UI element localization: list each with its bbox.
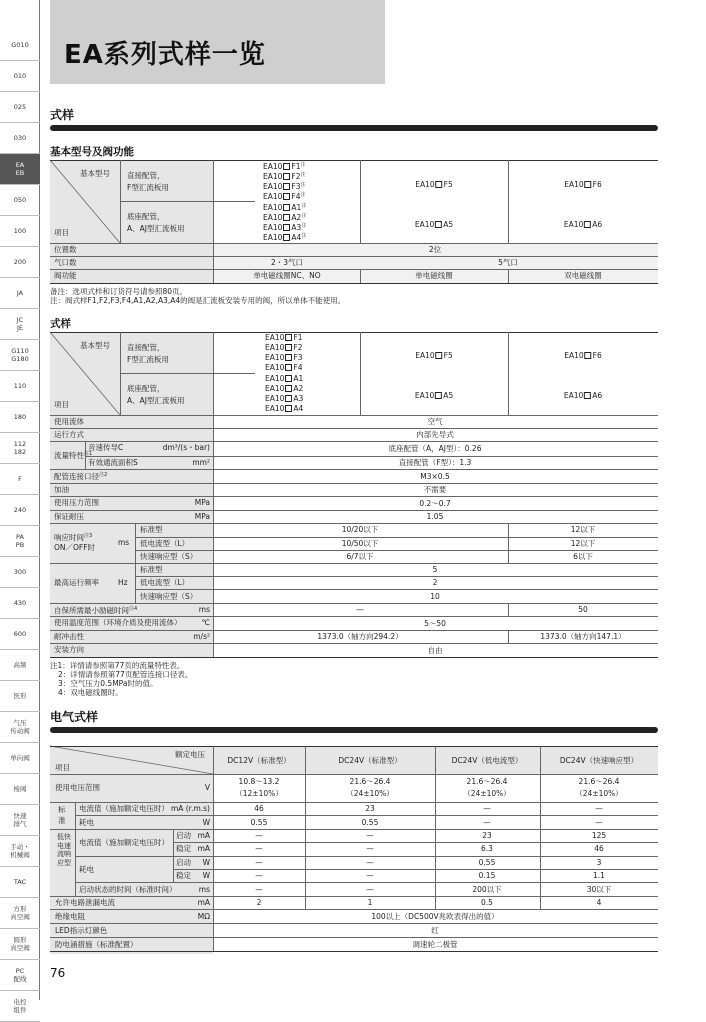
placeholder-box bbox=[285, 364, 292, 371]
elec-value-cell: — bbox=[366, 871, 374, 880]
model-cell: EA10 $A2^注$ bbox=[263, 213, 307, 222]
placeholder-box bbox=[584, 392, 591, 399]
note-mark: 注4 bbox=[129, 606, 138, 612]
placeholder-box bbox=[584, 221, 591, 228]
lube-value: 不需要 bbox=[423, 485, 447, 494]
response-label-text: 响应时间 bbox=[54, 533, 84, 542]
shock-unit: m/s² bbox=[193, 632, 210, 641]
std-power-unit: W bbox=[202, 818, 210, 827]
placeholder-box bbox=[283, 193, 290, 200]
response-std-v1: 10/20以下 bbox=[341, 525, 379, 534]
sidebar-nav bbox=[0, 0, 40, 1014]
pressure-unit: MPa bbox=[194, 498, 210, 507]
note-line: 2：详情请参照第77页配管连接口径表。 bbox=[58, 670, 193, 679]
flow-label-text: 流量特性 bbox=[54, 451, 84, 460]
range-v3b: （24±10%） bbox=[463, 789, 511, 798]
model-cell: EA10 $A1^注$ bbox=[263, 203, 307, 212]
leak-label: 允许电路泄漏电流 bbox=[55, 898, 115, 907]
note-line: 备注：选项式样和订货符号请参照80页。 bbox=[50, 287, 188, 296]
model-cell: EA10 $A3^注$ bbox=[263, 223, 307, 232]
led-value: 红 bbox=[431, 926, 439, 935]
subheading-spec: 式样 bbox=[50, 318, 71, 330]
note-mark: 注 bbox=[300, 192, 306, 198]
note-line: 4：双电磁线圈时。 bbox=[58, 688, 123, 697]
elec-value-cell: — bbox=[595, 818, 603, 827]
std-current-unit: mA (r.m.s) bbox=[170, 804, 210, 813]
elec-value-cell: — bbox=[255, 885, 263, 894]
insulation-unit: MΩ bbox=[197, 912, 210, 921]
page-title: EA系列式样一览 bbox=[64, 40, 266, 70]
port-value: M3×0.5 bbox=[420, 472, 450, 481]
section-heading-spec: 式样 bbox=[50, 108, 75, 122]
sidebar-tab[interactable]: PA PB bbox=[0, 526, 40, 557]
model-cell: EA10 F2 bbox=[265, 343, 303, 352]
sidebar-tab[interactable]: 430 bbox=[0, 588, 40, 619]
proof-label: 保证耐压 bbox=[54, 512, 84, 521]
note-mark: 注3 bbox=[84, 533, 93, 539]
col-header: DC12V（标准型） bbox=[227, 756, 291, 765]
hdr-direct-1: 直接配管， bbox=[127, 343, 165, 352]
sidebar-tab[interactable]: JA bbox=[0, 278, 40, 309]
operation-label: 运行方式 bbox=[54, 430, 84, 439]
sidebar-tab[interactable]: 050 bbox=[0, 185, 40, 216]
operation-value: 内部先导式 bbox=[416, 430, 454, 439]
std-group-label: 标准 bbox=[58, 805, 66, 825]
col-header: DC24V（快速响应型） bbox=[559, 756, 639, 765]
temp-label: 使用温度范围（环境介质及使用流体） bbox=[54, 618, 182, 627]
shock-value-1: 1373.0（轴方向294.2） bbox=[317, 632, 403, 641]
hold-value-2: 50 bbox=[578, 605, 588, 614]
elec-value-cell: 23 bbox=[365, 804, 375, 813]
model-cell: EA10 A6 bbox=[563, 220, 603, 229]
range-v2b: （24±10%） bbox=[346, 789, 394, 798]
hold-label-text: 自保所需最小励磁时间 bbox=[54, 606, 129, 615]
port-label-text: 配管连接口径 bbox=[54, 472, 99, 481]
placeholder-box bbox=[435, 392, 442, 399]
model-cell: EA10 A2 bbox=[265, 384, 304, 393]
section-heading-electrical: 电气式样 bbox=[50, 710, 99, 724]
response-low: 低电流型（L） bbox=[140, 539, 190, 548]
elec-value-cell: — bbox=[255, 844, 263, 853]
sidebar-tab[interactable]: 240 bbox=[0, 495, 40, 526]
sonic-unit: dm³/(s・bar) bbox=[162, 443, 210, 452]
sidebar-tab[interactable]: 112 182 bbox=[0, 433, 40, 464]
freq-std: 标准型 bbox=[140, 565, 163, 574]
elec-value-cell: 1.1 bbox=[593, 871, 605, 880]
hold-value-1: — bbox=[356, 605, 364, 614]
insulation-label: 绝缘电阻 bbox=[55, 912, 85, 921]
lc-start-unit: mA bbox=[197, 831, 210, 840]
elec-value-cell: 0.55 bbox=[478, 858, 496, 867]
mount-label: 安装方向 bbox=[54, 645, 84, 654]
elec-value-cell: — bbox=[483, 818, 491, 827]
elec-value-cell: 23 bbox=[482, 831, 492, 840]
sidebar-tab[interactable]: 030 bbox=[0, 123, 40, 154]
placeholder-box bbox=[283, 224, 290, 231]
placeholder-box bbox=[285, 405, 292, 412]
hdr-base-2: A、AJ型汇流板用 bbox=[127, 396, 185, 405]
row-function-value-3: 双电磁线圈 bbox=[564, 271, 602, 280]
sidebar-tab[interactable]: 手动・ 机械阀 bbox=[0, 836, 40, 867]
sidebar-tab[interactable]: 600 bbox=[0, 619, 40, 650]
note-line: 注1：详情请参照第77页的流量特性表。 bbox=[50, 661, 185, 670]
note-mark: 注 bbox=[300, 172, 306, 178]
row-positions-value: 2位 bbox=[428, 245, 442, 254]
model-cell: EA10 A5 bbox=[414, 391, 454, 400]
model-cell: EA10 $F3^注$ bbox=[263, 182, 306, 191]
elec-value-cell: — bbox=[595, 804, 603, 813]
hold-label bbox=[54, 605, 137, 615]
sidebar-tab[interactable]: 电控 组件 bbox=[0, 991, 40, 1022]
section-rule bbox=[50, 727, 658, 733]
response-fast: 快速响应型（S） bbox=[140, 552, 198, 561]
led-label: LED指示灯颜色 bbox=[55, 926, 108, 935]
starttime-label: 启动状态的时间（标准时间） bbox=[79, 885, 177, 894]
effarea-label: 有效通流面积S bbox=[88, 458, 138, 467]
elec-value-cell: — bbox=[255, 858, 263, 867]
row-ports-value-2: 5气口 bbox=[498, 258, 518, 267]
hdr-item: 项目 bbox=[54, 228, 69, 237]
note-mark: 注2 bbox=[99, 472, 108, 478]
elec-value-cell: 0.15 bbox=[478, 871, 496, 880]
elec-value-cell: — bbox=[366, 831, 374, 840]
elec-value-cell: 125 bbox=[591, 831, 607, 840]
response-low-v2: 12以下 bbox=[570, 539, 596, 548]
note-mark: 注 bbox=[300, 182, 306, 188]
hold-unit: ms bbox=[198, 605, 210, 614]
model-cell: EA10 A3 bbox=[265, 394, 304, 403]
placeholder-box bbox=[436, 181, 443, 188]
response-label-2: ON／OFF时 bbox=[54, 543, 96, 552]
low-group-label: 低快电速流响应型 bbox=[57, 833, 71, 867]
range-v1b: （12±10%） bbox=[235, 789, 283, 798]
hdr-direct-2: F型汇流板用 bbox=[127, 355, 169, 364]
sidebar-tab[interactable]: 高频 bbox=[0, 650, 40, 681]
freq-std-value: 5 bbox=[432, 565, 438, 574]
sidebar-tab[interactable]: 025 bbox=[0, 92, 40, 123]
range-unit: V bbox=[204, 783, 210, 792]
note-mark: 注 bbox=[301, 203, 307, 209]
note-mark: 注 bbox=[301, 223, 307, 229]
sidebar-tab[interactable]: EA EB bbox=[0, 154, 40, 185]
placeholder-box bbox=[285, 385, 292, 392]
proof-value: 1.05 bbox=[426, 512, 444, 521]
model-cell: EA10 F3 bbox=[265, 353, 303, 362]
shock-value-2: 1373.0（轴方向147.1） bbox=[540, 632, 626, 641]
row-function-value-1: 单电磁线圈NC、NO bbox=[253, 271, 321, 280]
sidebar-tab[interactable]: 单向阀 bbox=[0, 743, 40, 774]
elec-value-cell: — bbox=[255, 831, 263, 840]
sidebar-tab[interactable]: PC 配线 bbox=[0, 960, 40, 991]
temp-value: 5～50 bbox=[424, 619, 446, 628]
model-cell: EA10 A4 bbox=[265, 404, 304, 413]
lube-label: 加油 bbox=[54, 485, 69, 494]
flow-label bbox=[54, 450, 92, 460]
surge-label: 防电涌措施（标准配置） bbox=[55, 940, 138, 949]
sonic-label: 音速传导C bbox=[88, 443, 124, 452]
range-v1a: 10.8～13.2 bbox=[238, 777, 280, 786]
port-label bbox=[54, 471, 107, 481]
col-header: DC24V（标准型） bbox=[338, 756, 402, 765]
std-current-label: 电流值（施加额定电压时） bbox=[79, 804, 169, 813]
range-v3a: 21.6～26.4 bbox=[466, 777, 508, 786]
range-v2a: 21.6～26.4 bbox=[349, 777, 391, 786]
placeholder-box bbox=[285, 344, 292, 351]
placeholder-box bbox=[585, 352, 592, 359]
row-function-value-2: 单电磁线圈 bbox=[415, 271, 453, 280]
row-function-label: 阀功能 bbox=[54, 271, 77, 280]
model-cell: EA10 $A4^注$ bbox=[263, 233, 307, 242]
elec-value-cell: 0.55 bbox=[250, 818, 268, 827]
note-line: 3：空气压力0.5MPa时的值。 bbox=[58, 679, 158, 688]
temp-unit: ℃ bbox=[201, 618, 210, 627]
placeholder-box bbox=[283, 183, 290, 190]
elec-value-cell: — bbox=[366, 844, 374, 853]
sonic-value: 底座配管（A，AJ型）：0.26 bbox=[388, 444, 482, 453]
freq-unit: Hz bbox=[118, 578, 128, 587]
mount-value: 自由 bbox=[427, 646, 443, 655]
note-line: 注：阀式样F1,F2,F3,F4,A1,A2,A3,A4的阀是汇流板安装专用的阀，所以单体不能使用。 bbox=[50, 296, 346, 305]
sidebar-tab[interactable]: 300 bbox=[0, 557, 40, 588]
sidebar-tab[interactable]: 100 bbox=[0, 216, 40, 247]
page-number: 76 bbox=[50, 966, 66, 980]
elec-value-cell: — bbox=[366, 885, 374, 894]
fluid-value: 空气 bbox=[427, 417, 443, 426]
freq-fast-value: 10 bbox=[430, 592, 440, 601]
sidebar-tab[interactable]: 快速 排气 bbox=[0, 805, 40, 836]
lc-hold-sub: 稳定 bbox=[176, 844, 191, 853]
row-ports-value-1: 2・3气口 bbox=[270, 258, 304, 267]
note-mark: 注 bbox=[301, 233, 307, 239]
sidebar-tab[interactable]: 方形 真空阀 bbox=[0, 898, 40, 929]
section-rule bbox=[50, 125, 658, 131]
elec-value-cell: 46 bbox=[594, 844, 604, 853]
elec-value-cell: — bbox=[483, 804, 491, 813]
hdr-base-1: 底座配管， bbox=[127, 384, 165, 393]
response-fast-v1: 6/7以下 bbox=[346, 552, 374, 561]
model-cell: EA10 A5 bbox=[414, 220, 454, 229]
subheading-basic-model: 基本型号及阀功能 bbox=[50, 146, 134, 158]
hdr-item: 项目 bbox=[54, 400, 69, 409]
model-cell: EA10 F4 bbox=[265, 363, 303, 372]
starttime-unit: ms bbox=[198, 885, 210, 894]
hdr-direct-2: F型汇流板用 bbox=[127, 183, 169, 192]
response-std: 标准型 bbox=[140, 525, 163, 534]
insulation-value: 100以上（DC500V兆欧表得出的值） bbox=[371, 912, 499, 921]
hdr-item: 项目 bbox=[55, 763, 70, 772]
response-unit: ms bbox=[118, 538, 130, 547]
elec-value-cell: 0.55 bbox=[361, 818, 379, 827]
sidebar-tab[interactable]: 气压 传动阀 bbox=[0, 712, 40, 743]
hdr-direct-1: 直接配管， bbox=[127, 171, 165, 180]
sidebar-tab[interactable]: JC JE bbox=[0, 309, 40, 340]
sidebar-tab[interactable]: 圆形 真空阀 bbox=[0, 929, 40, 960]
range-v4a: 21.6～26.4 bbox=[578, 777, 620, 786]
lc-hold-unit: mA bbox=[197, 844, 210, 853]
sidebar-tab[interactable]: G010 bbox=[0, 30, 40, 61]
placeholder-box bbox=[283, 173, 290, 180]
elec-value-cell: 3 bbox=[596, 858, 602, 867]
row-positions-label: 位置数 bbox=[54, 245, 77, 254]
hdr-base-1: 底座配管， bbox=[127, 212, 165, 221]
freq-low: 低电流型（L） bbox=[140, 578, 190, 587]
placeholder-box bbox=[283, 234, 290, 241]
placeholder-box bbox=[435, 221, 442, 228]
hdr-basic-model: 基本型号 bbox=[80, 341, 110, 350]
freq-label: 最高运行频率 bbox=[54, 578, 99, 587]
placeholder-box bbox=[283, 214, 290, 221]
model-cell: EA10 F6 bbox=[564, 180, 602, 189]
model-cell: EA10 F1 bbox=[265, 333, 303, 342]
leak-unit: mA bbox=[197, 898, 210, 907]
surge-value: 调速轮二极管 bbox=[412, 940, 458, 949]
model-cell: EA10 F6 bbox=[564, 351, 602, 360]
model-cell: EA10 $F1^注$ bbox=[263, 162, 306, 171]
range-label: 使用电压范围 bbox=[55, 783, 100, 792]
elec-value-cell: 46 bbox=[254, 804, 264, 813]
elec-value-cell: 0.5 bbox=[481, 898, 493, 907]
elec-value-cell: — bbox=[366, 858, 374, 867]
sidebar-tab[interactable]: 梭阀 bbox=[0, 774, 40, 805]
placeholder-box bbox=[283, 163, 290, 170]
title-banner bbox=[50, 0, 385, 84]
placeholder-box bbox=[585, 181, 592, 188]
pressure-label: 使用压力范围 bbox=[54, 498, 99, 507]
placeholder-box bbox=[285, 334, 292, 341]
note-mark: 注 bbox=[301, 213, 307, 219]
elec-value-cell: 2 bbox=[256, 898, 262, 907]
lp-start-unit: W bbox=[202, 858, 210, 867]
model-cell: EA10 $F4^注$ bbox=[263, 192, 306, 201]
fluid-label: 使用流体 bbox=[54, 417, 84, 426]
model-cell: EA10 $F2^注$ bbox=[263, 172, 306, 181]
std-power-label: 耗电 bbox=[79, 818, 94, 827]
note-mark: 注1 bbox=[84, 451, 93, 457]
elec-value-cell: — bbox=[255, 871, 263, 880]
sidebar-tab[interactable]: 医形 bbox=[0, 681, 40, 712]
placeholder-box bbox=[283, 204, 290, 211]
hdr-base-2: A、AJ型汇流板用 bbox=[127, 224, 185, 233]
lp-hold-unit: W bbox=[202, 871, 210, 880]
pressure-value: 0.2～0.7 bbox=[419, 499, 451, 508]
response-fast-v2: 6以下 bbox=[573, 552, 593, 561]
elec-value-cell: 30以下 bbox=[586, 885, 612, 894]
response-std-v2: 12以下 bbox=[570, 525, 596, 534]
lp-label: 耗电 bbox=[79, 865, 94, 874]
effarea-unit: mm² bbox=[192, 458, 210, 467]
elec-value-cell: 6.3 bbox=[481, 844, 493, 853]
sidebar-tab[interactable]: 110 bbox=[0, 371, 40, 402]
sidebar-tab[interactable]: TAC bbox=[0, 867, 40, 898]
model-cell: EA10 F5 bbox=[415, 351, 453, 360]
sidebar-tab[interactable]: G110 G180 bbox=[0, 340, 40, 371]
shock-label: 耐冲击性 bbox=[54, 632, 84, 641]
lc-label: 电流值（施加额定电压时） bbox=[79, 838, 169, 847]
note-mark: 注 bbox=[300, 162, 306, 168]
lp-start-sub: 启动 bbox=[176, 858, 191, 867]
placeholder-box bbox=[285, 375, 292, 382]
proof-unit: MPa bbox=[194, 512, 210, 521]
response-low-v1: 10/50以下 bbox=[341, 539, 379, 548]
model-cell: EA10 A6 bbox=[563, 391, 603, 400]
freq-low-value: 2 bbox=[432, 578, 438, 587]
effarea-value: 直接配管（F型）：1.3 bbox=[398, 458, 472, 467]
elec-value-cell: 200以下 bbox=[472, 885, 502, 894]
lp-hold-sub: 稳定 bbox=[176, 871, 191, 880]
hdr-basic-model: 基本型号 bbox=[80, 169, 110, 178]
placeholder-box bbox=[285, 354, 292, 361]
model-cell: EA10 F5 bbox=[415, 180, 453, 189]
row-ports-label: 气口数 bbox=[54, 258, 77, 267]
placeholder-box bbox=[285, 395, 292, 402]
placeholder-box bbox=[436, 352, 443, 359]
sidebar-tab[interactable]: 010 bbox=[0, 61, 40, 92]
sidebar-tab[interactable]: 180 bbox=[0, 402, 40, 433]
model-cell: EA10 A1 bbox=[265, 374, 304, 383]
response-label bbox=[54, 532, 92, 542]
freq-fast: 快速响应型（S） bbox=[140, 592, 198, 601]
col-header: DC24V（低电流型） bbox=[451, 756, 523, 765]
sidebar-tab[interactable]: F bbox=[0, 464, 40, 495]
elec-value-cell: 1 bbox=[367, 898, 373, 907]
hdr-rated-voltage: 额定电压 bbox=[175, 750, 205, 759]
elec-value-cell: 4 bbox=[596, 898, 602, 907]
sidebar-tab[interactable]: 200 bbox=[0, 247, 40, 278]
range-v4b: （24±10%） bbox=[575, 789, 623, 798]
lc-start-sub: 启动 bbox=[176, 831, 191, 840]
